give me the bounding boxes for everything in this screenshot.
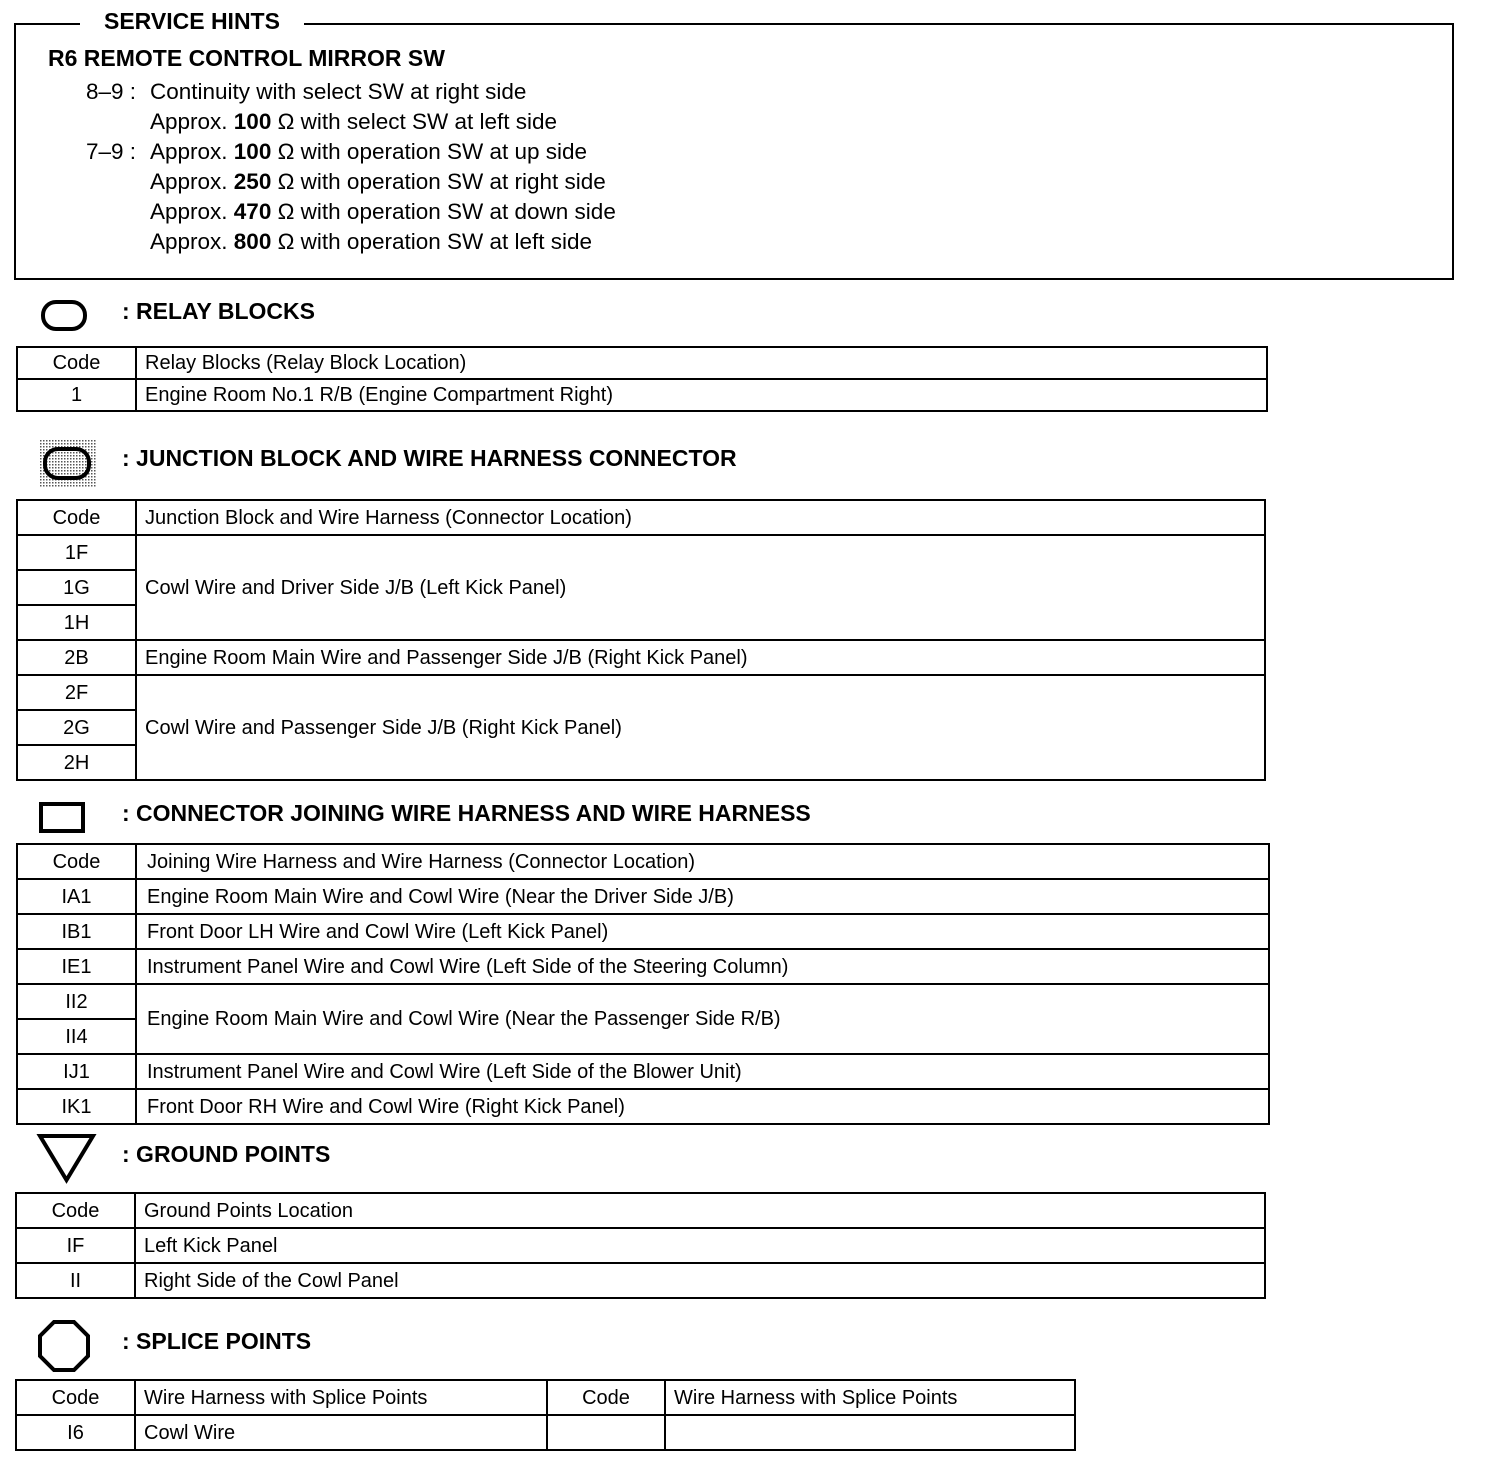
hint-pin-label: 7–9 : bbox=[86, 139, 137, 164]
junction-blocks-title: : JUNCTION BLOCK AND WIRE HARNESS CONNECTOR bbox=[122, 445, 737, 471]
header-code: Code bbox=[17, 844, 136, 879]
desc-cell: Instrument Panel Wire and Cowl Wire (Left Side of the Blower Unit) bbox=[136, 1054, 1269, 1089]
code-cell: 2B bbox=[17, 640, 136, 675]
table-header-row bbox=[17, 347, 1267, 379]
connectors-title: : CONNECTOR JOINING WIRE HARNESS AND WIRE HARNESS bbox=[122, 800, 811, 826]
hint-line: Approx. 800 Ω with operation SW at left side bbox=[150, 229, 593, 254]
table-row bbox=[16, 1415, 1075, 1450]
header-desc: Relay Blocks (Relay Block Location) bbox=[136, 347, 1267, 379]
table-row bbox=[17, 535, 1265, 570]
code-cell: IF bbox=[16, 1228, 135, 1263]
header-desc: Joining Wire Harness and Wire Harness (Connector Location) bbox=[136, 844, 1269, 879]
desc-cell: Left Kick Panel bbox=[135, 1228, 1265, 1263]
table-row bbox=[17, 984, 1269, 1019]
down-triangle-icon bbox=[36, 1132, 98, 1184]
service-hints-title: SERVICE HINTS bbox=[80, 8, 304, 35]
table-row bbox=[17, 1089, 1269, 1124]
ground-points-table bbox=[15, 1192, 1266, 1299]
table-row bbox=[17, 640, 1265, 675]
ground-points-title: : GROUND POINTS bbox=[122, 1141, 331, 1167]
desc-cell: Cowl Wire and Driver Side J/B (Left Kick Panel) bbox=[136, 535, 1265, 640]
header-code: Code bbox=[16, 1380, 135, 1415]
code-cell: 2F bbox=[17, 675, 136, 710]
table-row bbox=[17, 1054, 1269, 1089]
table-row bbox=[17, 914, 1269, 949]
code-cell: 1F bbox=[17, 535, 136, 570]
code-cell: IE1 bbox=[17, 949, 136, 984]
hint-line: Continuity with select SW at right side bbox=[150, 79, 527, 104]
code-cell: 1G bbox=[17, 570, 136, 605]
hint-line: Approx. 250 Ω with operation SW at right side bbox=[150, 169, 606, 194]
header-code: Code bbox=[547, 1380, 665, 1415]
table-header-row bbox=[17, 844, 1269, 879]
desc-cell: Front Door LH Wire and Cowl Wire (Left Kick Panel) bbox=[136, 914, 1269, 949]
desc-cell: Engine Room Main Wire and Passenger Side J/B (Right Kick Panel) bbox=[136, 640, 1265, 675]
junction-blocks-table bbox=[16, 499, 1266, 781]
shaded-rounded-rect-icon bbox=[40, 440, 96, 488]
code-cell: I6 bbox=[16, 1415, 135, 1450]
desc-cell: Right Side of the Cowl Panel bbox=[135, 1263, 1265, 1298]
code-cell: 2G bbox=[17, 710, 136, 745]
code-cell: IA1 bbox=[17, 879, 136, 914]
code-cell: 1 bbox=[17, 379, 136, 411]
header-desc: Ground Points Location bbox=[135, 1193, 1265, 1228]
relay-blocks-title: : RELAY BLOCKS bbox=[122, 298, 315, 324]
table-row bbox=[16, 1228, 1265, 1263]
header-desc: Wire Harness with Splice Points bbox=[665, 1380, 1075, 1415]
desc-cell: Cowl Wire bbox=[135, 1415, 547, 1450]
header-code: Code bbox=[16, 1193, 135, 1228]
desc-cell: Engine Room Main Wire and Cowl Wire (Near the Passenger Side R/B) bbox=[136, 984, 1269, 1054]
hint-line: Approx. 100 Ω with operation SW at up side bbox=[150, 139, 588, 164]
code-cell: IK1 bbox=[17, 1089, 136, 1124]
code-cell bbox=[547, 1415, 665, 1450]
table-row bbox=[16, 1263, 1265, 1298]
code-cell: II4 bbox=[17, 1019, 136, 1054]
code-cell: II bbox=[16, 1263, 135, 1298]
header-code: Code bbox=[17, 347, 136, 379]
table-header-row bbox=[17, 500, 1265, 535]
desc-cell: Front Door RH Wire and Cowl Wire (Right Kick Panel) bbox=[136, 1089, 1269, 1124]
table-header-row bbox=[16, 1380, 1075, 1415]
code-cell: IJ1 bbox=[17, 1054, 136, 1089]
hint-line: Approx. 470 Ω with operation SW at down side bbox=[150, 199, 616, 224]
table-header-row bbox=[16, 1193, 1265, 1228]
connectors-table bbox=[16, 843, 1270, 1125]
hint-pin-label: 8–9 : bbox=[86, 79, 137, 104]
header-desc: Wire Harness with Splice Points bbox=[135, 1380, 547, 1415]
header-code: Code bbox=[17, 500, 136, 535]
desc-cell: Engine Room No.1 R/B (Engine Compartment Right) bbox=[136, 379, 1267, 411]
relay-blocks-table bbox=[16, 346, 1268, 412]
desc-cell: Cowl Wire and Passenger Side J/B (Right Kick Panel) bbox=[136, 675, 1265, 780]
splice-points-table bbox=[15, 1379, 1076, 1451]
code-cell: 1H bbox=[17, 605, 136, 640]
service-hints-heading: R6 REMOTE CONTROL MIRROR SW bbox=[48, 45, 445, 71]
code-cell: II2 bbox=[17, 984, 136, 1019]
octagon-icon bbox=[36, 1318, 92, 1374]
desc-cell bbox=[665, 1415, 1075, 1450]
desc-cell: Engine Room Main Wire and Cowl Wire (Near the Driver Side J/B) bbox=[136, 879, 1269, 914]
desc-cell: Instrument Panel Wire and Cowl Wire (Left Side of the Steering Column) bbox=[136, 949, 1269, 984]
code-cell: 2H bbox=[17, 745, 136, 780]
table-row bbox=[17, 949, 1269, 984]
header-desc: Junction Block and Wire Harness (Connector Location) bbox=[136, 500, 1265, 535]
table-row bbox=[17, 879, 1269, 914]
rectangle-icon bbox=[38, 800, 88, 836]
rounded-rect-icon bbox=[40, 298, 90, 334]
code-cell: IB1 bbox=[17, 914, 136, 949]
hint-line: Approx. 100 Ω with select SW at left side bbox=[150, 109, 558, 134]
table-row bbox=[17, 379, 1267, 411]
splice-points-title: : SPLICE POINTS bbox=[122, 1328, 312, 1354]
table-row bbox=[17, 675, 1265, 710]
